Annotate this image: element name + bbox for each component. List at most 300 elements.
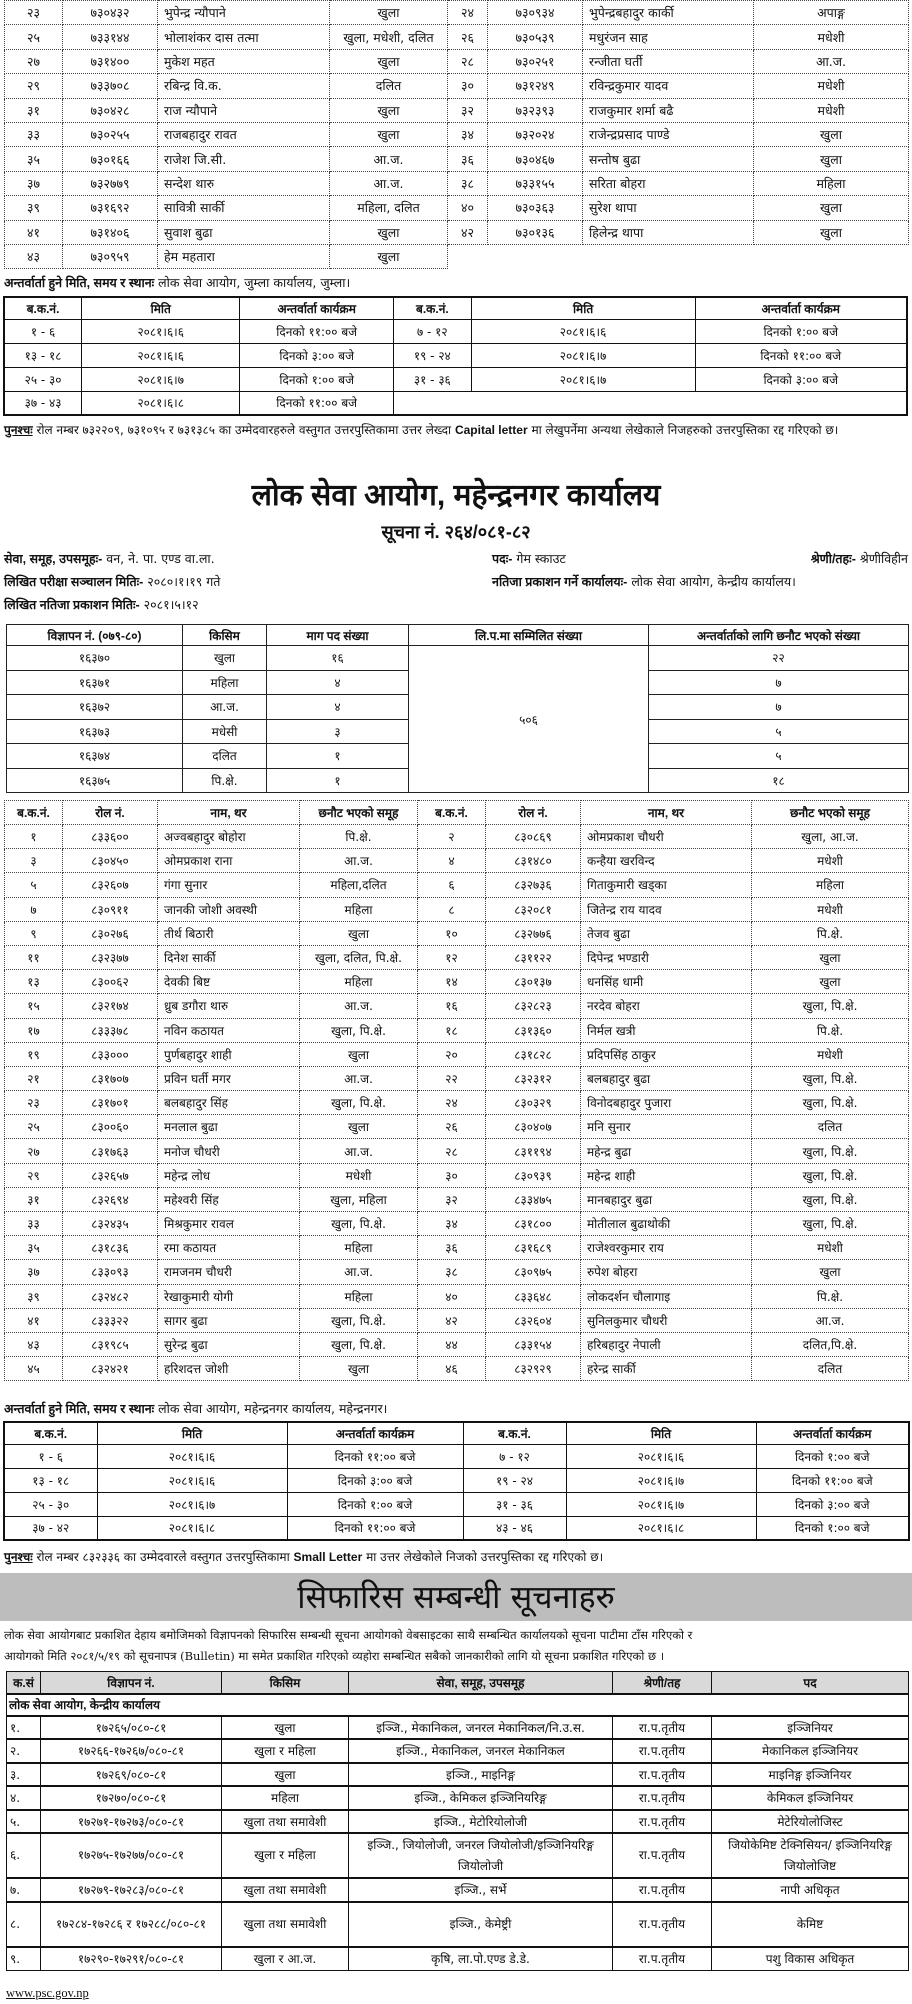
table-row [5, 1284, 909, 1308]
cell: ओमप्रकाश चौधरी [581, 825, 752, 849]
cell: २५ [5, 1115, 63, 1139]
cell: आ.ज. [300, 849, 418, 873]
table-row [5, 1139, 909, 1163]
cell: दिनको ३:०० बजे [756, 1492, 909, 1516]
table-row [5, 1066, 909, 1090]
cell: ४० [448, 196, 488, 220]
cell: महेन्द्र शाही [581, 1163, 752, 1187]
cell: २०८१।६।७ [97, 1492, 287, 1516]
cell: महिला [300, 970, 418, 994]
cell: ७३१४०० [63, 49, 158, 73]
table-row [4, 1492, 909, 1516]
column-header: छनौट भएको समूह [300, 801, 418, 825]
cell: ८३१८३६ [63, 1236, 158, 1260]
column-header: मिति [97, 1422, 287, 1444]
cell: आ.ज. [752, 1308, 909, 1332]
cell: दिनको १:०० बजे [287, 1492, 463, 1516]
cell: ८३२०८१ [486, 897, 581, 921]
result-office-label: नतिजा प्रकाशन गर्ने कार्यालयः- [492, 575, 628, 589]
cell: ८३२८२३ [486, 994, 581, 1018]
office-row [7, 1694, 909, 1716]
table-row [5, 1212, 909, 1236]
cell: खुला, आ.ज. [752, 825, 909, 849]
cell: पशु विकास अधिकृत [712, 1947, 909, 1971]
table-row [5, 849, 909, 873]
column-header: ब.क.नं. [4, 297, 82, 319]
table-row [5, 825, 909, 849]
cell: ८३३३२२ [63, 1308, 158, 1332]
cell: रुपेश बोहरा [581, 1260, 752, 1284]
cell: ३९ [5, 1284, 63, 1308]
table-row [7, 646, 909, 671]
cell: महेश्वरी सिंह [158, 1187, 300, 1211]
column-header: अन्तर्वार्ताको लागि छनौट भएको संख्या [649, 625, 909, 646]
cell: रा.प.तृतीय [613, 1739, 712, 1763]
cell: सुनिलकुमार चौधरी [581, 1308, 752, 1332]
table-row [4, 1444, 909, 1468]
cell: तीर्थ बिठारी [158, 921, 300, 945]
table-row [7, 1902, 909, 1947]
cell: ८३००६२ [63, 970, 158, 994]
cell: सन्तोष बुढा [583, 147, 754, 171]
cell: ८३१७०१ [63, 1091, 158, 1115]
cell: हरेन्द्र सार्की [581, 1357, 752, 1381]
cell: दिनको ३:०० बजे [695, 367, 907, 391]
intro-line-2: आयोगको मिति २०८१/५/१९ को सूचनापत्र (Bulletin) मा समेत प्रकाशित गरिएको व्यहोरा सम्बन्धित सबैको जानकारीको लागि यो सूचना प्रकाशित गरिएको छ । [4, 1649, 665, 1663]
cell: ८३३६०० [63, 825, 158, 849]
cell: २८ [448, 49, 488, 73]
cell: मधुरंजन साह [583, 25, 754, 49]
cell: खुला, पि.क्षे. [300, 1018, 418, 1042]
cell: ८३११२२ [486, 945, 581, 969]
cell: २२ [418, 1066, 486, 1090]
cell: ५ [5, 873, 63, 897]
table-row [5, 1308, 909, 1332]
cell: जानकी जोशी अवस्थी [158, 897, 300, 921]
cell: खुला [330, 122, 448, 146]
selected-count: ५ [649, 744, 909, 769]
advertisement-number: १६३७५ [7, 768, 183, 793]
cell: ३० [418, 1163, 486, 1187]
cell: २०८१।६।६ [97, 1444, 287, 1468]
cell: खुला [300, 1357, 418, 1381]
cell: ८३१३६० [486, 1018, 581, 1042]
cell: रेखाकुमारी योगी [158, 1284, 300, 1308]
cell: २९ [5, 1163, 63, 1187]
column-header: ब.क.नं. [394, 297, 472, 319]
cell: ७३०९५९ [63, 244, 158, 268]
cell: आ.ज. [300, 994, 418, 1018]
postscript-text: रोल नम्बर ७३२२०९, ७३१०९५ र ७३१३८५ का उम्मेदवारहरुले वस्तुगत उत्तरपुस्तिकामा उत्तर लेख्दा [36, 423, 452, 437]
cell: दिपेन्द्र भण्डारी [581, 945, 752, 969]
result-date-label: लिखित नतिजा प्रकाशन मितिः- [4, 598, 140, 612]
category: मधेसी [183, 719, 267, 744]
cell: मधेशी [752, 1236, 909, 1260]
column-header: मिति [566, 1422, 756, 1444]
cell: ८३२९२९ [486, 1357, 581, 1381]
cell: २०८१।६।७ [566, 1492, 756, 1516]
cell: ३७ [5, 1260, 63, 1284]
cell: ४३ [5, 244, 63, 268]
column-header: नाम, थर [581, 801, 752, 825]
demanded-posts: १६ [267, 646, 409, 671]
column-header: रोल नं. [63, 801, 158, 825]
cell: खुला [330, 244, 448, 268]
column-header: पद [712, 1672, 909, 1694]
cell: दिनको १:०० बजे [240, 367, 394, 391]
recommendation-intro [4, 1625, 910, 1667]
cell: खुला तथा समावेशी [222, 1810, 349, 1834]
cell: ३० [448, 74, 488, 98]
cell: २७ [5, 1139, 63, 1163]
column-header: लि.प.मा सम्मिलित संख्या [409, 625, 649, 646]
table-row [5, 1115, 909, 1139]
cell: मधेशी [752, 849, 909, 873]
cell: कृषि, ला.पो.एण्ड डे.डे. [349, 1947, 613, 1971]
mahendranagar-interview-venue [4, 1400, 387, 1417]
cell: खुला [752, 970, 909, 994]
cell: दिनको ३:०० बजे [287, 1468, 463, 1492]
cell: मधेशी [754, 74, 909, 98]
cell: १२ [418, 945, 486, 969]
cell: गंगा सुनार [158, 873, 300, 897]
cell: ७ - १२ [463, 1444, 566, 1468]
cell: २०८१।६।६ [566, 1444, 756, 1468]
table-row [7, 1739, 909, 1763]
cell: ७३०३६३ [488, 196, 583, 220]
cell: सावित्री सार्की [158, 196, 330, 220]
cell: इञ्जि., माइनिङ्ग [349, 1763, 613, 1787]
cell [488, 244, 583, 268]
cell: हेम महतारा [158, 244, 330, 268]
cell: २३ [5, 1, 63, 25]
cell: ३४ [418, 1212, 486, 1236]
cell: ३३ [5, 122, 63, 146]
cell: आ.ज. [330, 171, 448, 195]
cell: ८३११९४ [486, 1139, 581, 1163]
cell: गिताकुमारी खड्का [581, 873, 752, 897]
cell: खुला तथा समावेशी [222, 1878, 349, 1902]
column-header: श्रेणी/तह [613, 1672, 712, 1694]
cell: ७३०४३२ [63, 1, 158, 25]
cell: १३ - १८ [4, 1468, 97, 1492]
cell: १७२७०/०८०-८१ [41, 1786, 222, 1810]
cell: मोतीलाल बुढाथोकी [581, 1212, 752, 1236]
cell: १४ [418, 970, 486, 994]
column-header: मिति [471, 297, 695, 319]
cell: ९ [5, 921, 63, 945]
cell: प्रदिपसिंह ठाकुर [581, 1042, 752, 1066]
table-row [5, 897, 909, 921]
table-row [5, 1163, 909, 1187]
cell: ४३ [5, 1332, 63, 1356]
cell: खुला [222, 1763, 349, 1787]
column-header: छनौट भएको समूह [752, 801, 909, 825]
cell: ८३१७६३ [63, 1139, 158, 1163]
cell: भुपेन्द्र न्यौपाने [158, 1, 330, 25]
cell: दलित [752, 1115, 909, 1139]
cell: २०८१।६।८ [97, 1516, 287, 1540]
cell: खुला, पि.क्षे. [300, 1091, 418, 1115]
cell: मधेशी [752, 1042, 909, 1066]
column-header: नाम, थर [158, 801, 300, 825]
cell: लोकदर्शन चौलागाइ [581, 1284, 752, 1308]
cell: ८३१८२८ [486, 1042, 581, 1066]
cell: ७३१६९२ [63, 196, 158, 220]
cell [583, 244, 754, 268]
cell: १७२७५-१७२७७/०८०-८१ [41, 1833, 222, 1878]
cell: खुला [330, 1, 448, 25]
cell: ८३२७३६ [486, 873, 581, 897]
cell: ७३३१४४ [63, 25, 158, 49]
post-label: पदः- [492, 552, 513, 566]
cell: खुला [752, 945, 909, 969]
cell: दलित [752, 1357, 909, 1381]
cell: सन्देश थारु [158, 171, 330, 195]
cell: पुर्णबहादुर शाही [158, 1042, 300, 1066]
cell: १९ [5, 1042, 63, 1066]
cell: ओमप्रकाश राना [158, 849, 300, 873]
cell: इञ्जि., सर्भे [349, 1878, 613, 1902]
cell: केमिष्ट [712, 1902, 909, 1947]
cell: २. [7, 1739, 41, 1763]
recommendation-banner: सिफारिस सम्बन्धी सूचनाहरु [0, 1573, 912, 1621]
cell: ८३२४२१ [63, 1357, 158, 1381]
cell: ७३२३९३ [488, 98, 583, 122]
table-row [5, 945, 909, 969]
cell: २९ [5, 74, 63, 98]
table-row [5, 147, 909, 171]
cell: २४ [418, 1091, 486, 1115]
cell: राजकुमार शर्मा बढै [583, 98, 754, 122]
interview-venue-label: अन्तर्वार्ता हुने मिति, समय र स्थानः [4, 1402, 155, 1416]
cell: खुला, मधेशी, दलित [330, 25, 448, 49]
cell: १ - ६ [4, 1444, 97, 1468]
postscript-text-3: उत्तरपुस्तिका रद्द गरिएको छ। [715, 423, 839, 437]
cell: ८३०९७५ [486, 1260, 581, 1284]
cell: ३२ [418, 1187, 486, 1211]
cell: १. [7, 1716, 41, 1740]
post-info [492, 550, 566, 567]
cell: ७३३१५५ [488, 171, 583, 195]
cell: १९ - २४ [463, 1468, 566, 1492]
cell: खुला [754, 196, 909, 220]
demanded-posts: ४ [267, 670, 409, 695]
cell: नविन कठायत [158, 1018, 300, 1042]
cell: मेटेरियोलोजिस्ट [712, 1810, 909, 1834]
cell: १७२६६-१७२६७/०८०-८१ [41, 1739, 222, 1763]
advertisement-number: १६३७४ [7, 744, 183, 769]
cell: राजेश जि.सी. [158, 147, 330, 171]
exam-date-value: २०८०।१।१९ गते [147, 574, 221, 589]
table-row [7, 1763, 909, 1787]
cell: खुला, पि.क्षे. [752, 994, 909, 1018]
office-name: लोक सेवा आयोग, केन्द्रीय कार्यालय [9, 1698, 160, 1712]
cell: दिनको ११:०० बजे [287, 1444, 463, 1468]
cell: अज्वबहादुर बोहोरा [158, 825, 300, 849]
category: खुला [183, 646, 267, 671]
selected-count: २२ [649, 646, 909, 671]
cell: ३८ [448, 171, 488, 195]
cell: ८३२४८२ [63, 1284, 158, 1308]
table-row [5, 220, 909, 244]
level-value: श्रेणीविहीन [859, 551, 908, 566]
participants-count: ५०६ [409, 646, 649, 793]
cell: खुला [222, 1716, 349, 1740]
cell: मनोज चौधरी [158, 1139, 300, 1163]
cell: रा.प.तृतीय [613, 1810, 712, 1834]
cell: २०८१।६।८ [566, 1516, 756, 1540]
cell: पि.क्षे. [752, 1018, 909, 1042]
column-header: रोल नं. [486, 801, 581, 825]
cell: २६ [418, 1115, 486, 1139]
cell: मधेशी [754, 25, 909, 49]
cell: खुला, पि.क्षे. [752, 1163, 909, 1187]
intro-line-1: लोक सेवा आयोगबाट प्रकाशित देहाय बमोजिमको विज्ञापनको सिफारिस सम्बन्धी सूचना आयोगको वेबसाइटका साथै सम्बन्धित कार्यालयको सूचना पाटीमा टाँस गरिएको र [4, 1628, 693, 1642]
cell: २०८१।६।६ [82, 319, 240, 343]
cell: इञ्जि., मेकानिकल, जनरल मेकानिकल/नि.उ.स. [349, 1716, 613, 1740]
cell: ७ [5, 897, 63, 921]
cell: दिनको ११:०० बजे [287, 1516, 463, 1540]
advertisement-number: १६३७१ [7, 670, 183, 695]
cell: मेकानिकल इञ्जिनियर [712, 1739, 909, 1763]
cell: ८३३४७५ [486, 1187, 581, 1211]
cell [394, 391, 472, 415]
table-row [4, 367, 907, 391]
column-header: विज्ञापन नं. [41, 1672, 222, 1694]
table-row [7, 1878, 909, 1902]
cell: १३ [5, 970, 63, 994]
column-header: अन्तर्वार्ता कार्यक्रम [695, 297, 907, 319]
cell: हरिशदत्त जोशी [158, 1357, 300, 1381]
cell: ४० [418, 1284, 486, 1308]
cell: दिनको ११:०० बजे [695, 343, 907, 367]
cell: २०८१।६।६ [97, 1468, 287, 1492]
cell: रविन्द्रकुमार यादव [583, 74, 754, 98]
category: महिला [183, 670, 267, 695]
cell: मनलाल बुढा [158, 1115, 300, 1139]
cell [695, 391, 907, 415]
cell: खुला र महिला [222, 1833, 349, 1878]
cell: खुला, पि.क्षे. [752, 1212, 909, 1236]
column-header: ब.क.नं. [4, 1422, 97, 1444]
cell: सुवाश बुढा [158, 220, 330, 244]
cell: दिनको १:०० बजे [756, 1444, 909, 1468]
cell: ४२ [448, 220, 488, 244]
cell: १७२९०-१७२९१/०८०-८१ [41, 1947, 222, 1971]
cell: ३३ [5, 1212, 63, 1236]
cell: महेन्द्र बुढा [581, 1139, 752, 1163]
interview-venue-value: लोक सेवा आयोग, महेन्द्रनगर कार्यालय, महेन्द्रनगर। [158, 1401, 388, 1416]
cell: आ.ज. [330, 147, 448, 171]
cell: ७३०९३४ [488, 1, 583, 25]
table-row [5, 1357, 909, 1381]
cell: भुपेन्द्रबहादुर कार्की [583, 1, 754, 25]
vacancy-summary-table [6, 624, 909, 793]
cell: ४६ [418, 1357, 486, 1381]
cell: जितेन्द्र राय यादव [581, 897, 752, 921]
cell: मधेशी [754, 98, 909, 122]
cell: खुला [754, 147, 909, 171]
cell: ८३२३१२ [486, 1066, 581, 1090]
cell: २१ [5, 1066, 63, 1090]
cell: ९. [7, 1947, 41, 1971]
cell: ३१ [5, 1187, 63, 1211]
cell: रा.प.तृतीय [613, 1833, 712, 1878]
cell: खुला, पि.क्षे. [300, 1332, 418, 1356]
cell: खुला [752, 1260, 909, 1284]
table-row [5, 1236, 909, 1260]
table-row [5, 74, 909, 98]
postscript-text-2: मा लेखुपर्नेमा अन्यथा लेखेकाले निजहरुको [531, 423, 713, 437]
column-header: सेवा, समूह, उपसमूह [349, 1672, 613, 1694]
cell: महिला [222, 1786, 349, 1810]
demanded-posts: १ [267, 744, 409, 769]
cell: महिला [300, 1236, 418, 1260]
cell: ३. [7, 1763, 41, 1787]
cell: खुला तथा समावेशी [222, 1902, 349, 1947]
cell: २७ [5, 49, 63, 73]
result-office-info [492, 573, 796, 590]
cell: २० [418, 1042, 486, 1066]
cell: विनोदबहादुर पुजारा [581, 1091, 752, 1115]
cell: प्रविन घर्ती मगर [158, 1066, 300, 1090]
cell: ८३२६०७ [63, 873, 158, 897]
cell: १७२६९/०८०-८१ [41, 1763, 222, 1787]
table-row [5, 122, 909, 146]
table-row [5, 921, 909, 945]
column-header: अन्तर्वार्ता कार्यक्रम [756, 1422, 909, 1444]
cell: १६ [418, 994, 486, 1018]
cell: २६ [448, 25, 488, 49]
cell: ७३२०२४ [488, 122, 583, 146]
advertisement-number: १६३७० [7, 646, 183, 671]
cell: ७३१२४९ [488, 74, 583, 98]
cell: १७२७९-१७२८३/०८०-८१ [41, 1878, 222, 1902]
service-info [4, 550, 215, 567]
postscript-text-2: मा उत्तर लेखेकोले निजको उत्तरपुस्तिका रद्द गरिएको छ। [366, 1550, 604, 1564]
office-title: लोक सेवा आयोग, महेन्द्रनगर कार्यालय [251, 479, 661, 512]
postscript-bold: Capital letter [454, 423, 528, 437]
cell: महिला [300, 1284, 418, 1308]
result-date-value: २०८१।५।१२ [143, 597, 199, 612]
cell: मनि सुनार [581, 1115, 752, 1139]
cell: ८३२३७७ [63, 945, 158, 969]
cell: महिला [300, 897, 418, 921]
cell: दिनको ३:०० बजे [240, 343, 394, 367]
table-row [5, 994, 909, 1018]
footer-url[interactable]: www.psc.gov.np [6, 1986, 89, 2000]
cell: आ.ज. [300, 1139, 418, 1163]
cell: ८३२६९४ [63, 1187, 158, 1211]
selected-count: ७ [649, 695, 909, 720]
advertisement-number: १६३७२ [7, 695, 183, 720]
cell: ८३०३२९ [486, 1091, 581, 1115]
cell: खुला, पि.क्षे. [300, 1308, 418, 1332]
cell: तेजव बुढा [581, 921, 752, 945]
table-row [5, 244, 909, 268]
cell: १५ [5, 994, 63, 1018]
cell: आ.ज. [300, 1066, 418, 1090]
cell: ४५ [5, 1357, 63, 1381]
cell: खुला र आ.ज. [222, 1947, 349, 1971]
postscript-bold: Small Letter [293, 1550, 363, 1564]
cell: १३ - १८ [4, 343, 82, 367]
interview-venue-label: अन्तर्वार्ता हुने मिति, समय र स्थानः [4, 276, 155, 290]
cell: अपाङ्ग [754, 1, 909, 25]
cell: आ.ज. [754, 49, 909, 73]
cell: ११ [5, 945, 63, 969]
